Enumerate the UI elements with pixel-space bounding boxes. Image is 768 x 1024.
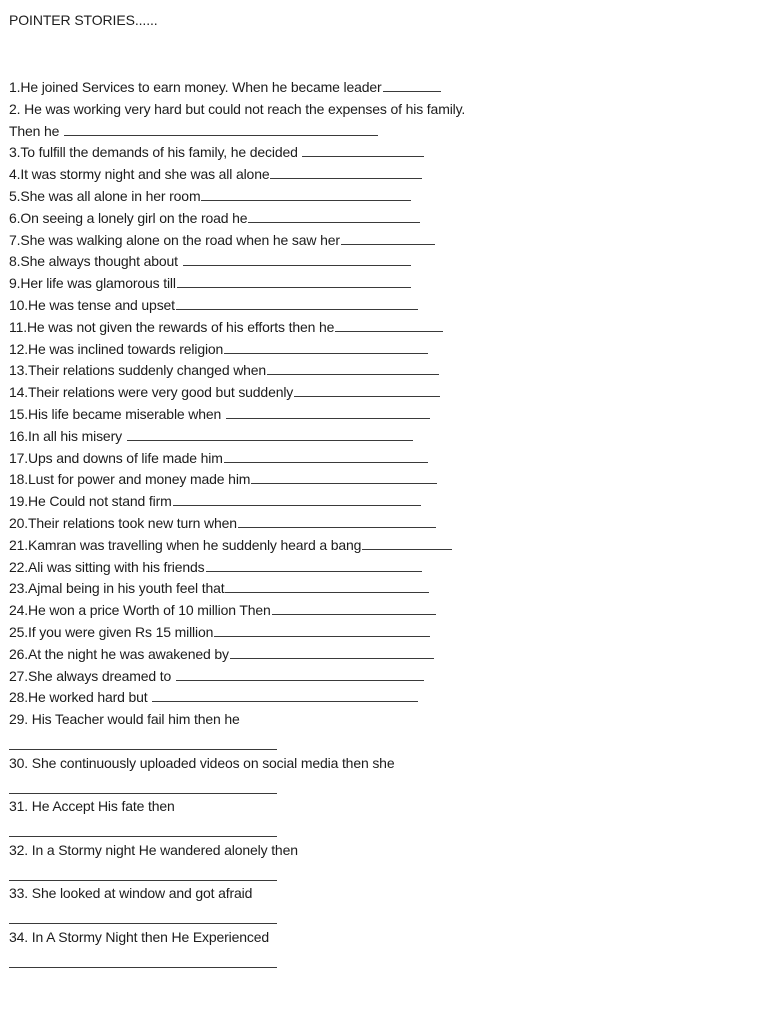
question-line [9, 644, 749, 666]
question-line [9, 600, 749, 622]
question-text: 8.She always thought about [9, 253, 182, 270]
question-text: 16.In all his misery [9, 427, 126, 444]
question-text: Then he [9, 122, 64, 139]
question-line [9, 164, 749, 186]
question-text: 13.Their relations suddenly changed when [9, 362, 267, 379]
question-text: 33. She looked at window and got afraid [9, 885, 253, 902]
answer-blank [272, 614, 436, 615]
question-line [9, 557, 749, 579]
question-line [9, 535, 749, 557]
answer-blank [225, 592, 429, 593]
question-text: 27.She always dreamed to [9, 667, 175, 684]
answer-blank [341, 244, 435, 245]
question-line [9, 426, 749, 448]
answer-blank [127, 440, 413, 441]
answer-blank [214, 636, 430, 637]
question-text: 2. He was working very hard but could not reach the expenses of his family. [9, 100, 466, 117]
question-line [9, 927, 749, 949]
question-line [9, 121, 749, 143]
question-line [9, 491, 749, 513]
question-line [9, 230, 749, 252]
question-text: 11.He was not given the rewards of his efforts then he [9, 318, 335, 335]
question-line [9, 687, 749, 709]
answer-blank [270, 178, 422, 179]
question-line [9, 273, 749, 295]
question-line [9, 709, 749, 731]
answer-line [9, 731, 749, 753]
question-line [9, 208, 749, 230]
answer-blank [226, 418, 430, 419]
answer-blank [9, 880, 277, 881]
answer-blank [173, 505, 421, 506]
question-text: 25.If you were given Rs 15 million [9, 623, 214, 640]
question-text: 34. In A Stormy Night then He Experienced [9, 929, 270, 946]
question-line [9, 840, 749, 862]
question-line [9, 339, 749, 361]
question-line [9, 666, 749, 688]
answer-blank [294, 396, 440, 397]
answer-blank [335, 331, 443, 332]
answer-blank [9, 749, 277, 750]
question-line [9, 513, 749, 535]
answer-blank [177, 287, 411, 288]
answer-blank [176, 309, 418, 310]
answer-blank [9, 836, 277, 837]
question-text: 9.Her life was glamorous till [9, 275, 176, 292]
question-line [9, 796, 749, 818]
question-line [9, 295, 749, 317]
question-text: 18.Lust for power and money made him [9, 471, 251, 488]
question-text: 7.She was walking alone on the road when he saw her [9, 231, 340, 248]
answer-blank [251, 483, 437, 484]
question-line [9, 142, 749, 164]
answer-blank [152, 701, 418, 702]
question-text: 20.Their relations took new turn when [9, 514, 237, 531]
question-line [9, 469, 749, 491]
answer-blank [9, 923, 277, 924]
question-text: 6.On seeing a lonely girl on the road he [9, 209, 248, 226]
answer-line [9, 818, 749, 840]
question-text: 15.His life became miserable when [9, 405, 225, 422]
document-title: POINTER STORIES...... [9, 12, 158, 28]
answer-blank [238, 527, 436, 528]
question-line [9, 883, 749, 905]
question-text: 21.Kamran was travelling when he suddenly heard a bang [9, 536, 362, 553]
question-text: 5.She was all alone in her room [9, 187, 201, 204]
answer-blank [206, 571, 422, 572]
answer-blank [176, 680, 424, 681]
answer-blank [64, 135, 378, 136]
answer-blank [201, 200, 411, 201]
question-text: 10.He was tense and upset [9, 296, 175, 313]
question-text: 24.He won a price Worth of 10 million Then [9, 602, 271, 619]
question-text: 12.He was inclined towards religion [9, 340, 224, 357]
answer-blank [383, 91, 441, 92]
answer-blank [9, 967, 277, 968]
question-line [9, 360, 749, 382]
question-text: 32. In a Stormy night He wandered alonely then [9, 841, 298, 858]
question-text: 29. His Teacher would fail him then he [9, 711, 240, 728]
answer-line [9, 905, 749, 927]
answer-line [9, 862, 749, 884]
question-line [9, 317, 749, 339]
question-text: 22.Ali was sitting with his friends [9, 558, 205, 575]
question-line [9, 77, 749, 99]
answer-blank [302, 156, 424, 157]
question-text: 1.He joined Services to earn money. When he became leader [9, 79, 382, 95]
question-text: 4.It was stormy night and she was all alone [9, 166, 270, 183]
answer-line [9, 775, 749, 797]
answer-blank [230, 658, 434, 659]
question-line [9, 99, 749, 121]
answer-blank [224, 353, 428, 354]
question-text: 30. She continuously uploaded videos on social media then she [9, 754, 395, 771]
question-text: 26.At the night he was awakened by [9, 645, 229, 662]
question-line [9, 251, 749, 273]
question-line [9, 186, 749, 208]
answer-blank [248, 222, 420, 223]
answer-blank [362, 549, 452, 550]
answer-line [9, 949, 749, 971]
question-line [9, 448, 749, 470]
answer-blank [183, 265, 411, 266]
question-text: 14.Their relations were very good but suddenly [9, 384, 294, 401]
question-line [9, 578, 749, 600]
question-text: 17.Ups and downs of life made him [9, 449, 223, 466]
question-text: 19.He Could not stand firm [9, 493, 172, 510]
question-list [9, 77, 749, 971]
answer-blank [224, 462, 428, 463]
question-text: 23.Ajmal being in his youth feel that [9, 580, 225, 597]
question-text: 28.He worked hard but [9, 689, 152, 706]
question-line [9, 382, 749, 404]
question-text: 3.To fulfill the demands of his family, he decided [9, 144, 302, 161]
answer-blank [267, 374, 439, 375]
question-line [9, 404, 749, 426]
question-line [9, 753, 749, 775]
question-line [9, 622, 749, 644]
question-text: 31. He Accept His fate then [9, 798, 175, 815]
answer-blank [9, 793, 277, 794]
